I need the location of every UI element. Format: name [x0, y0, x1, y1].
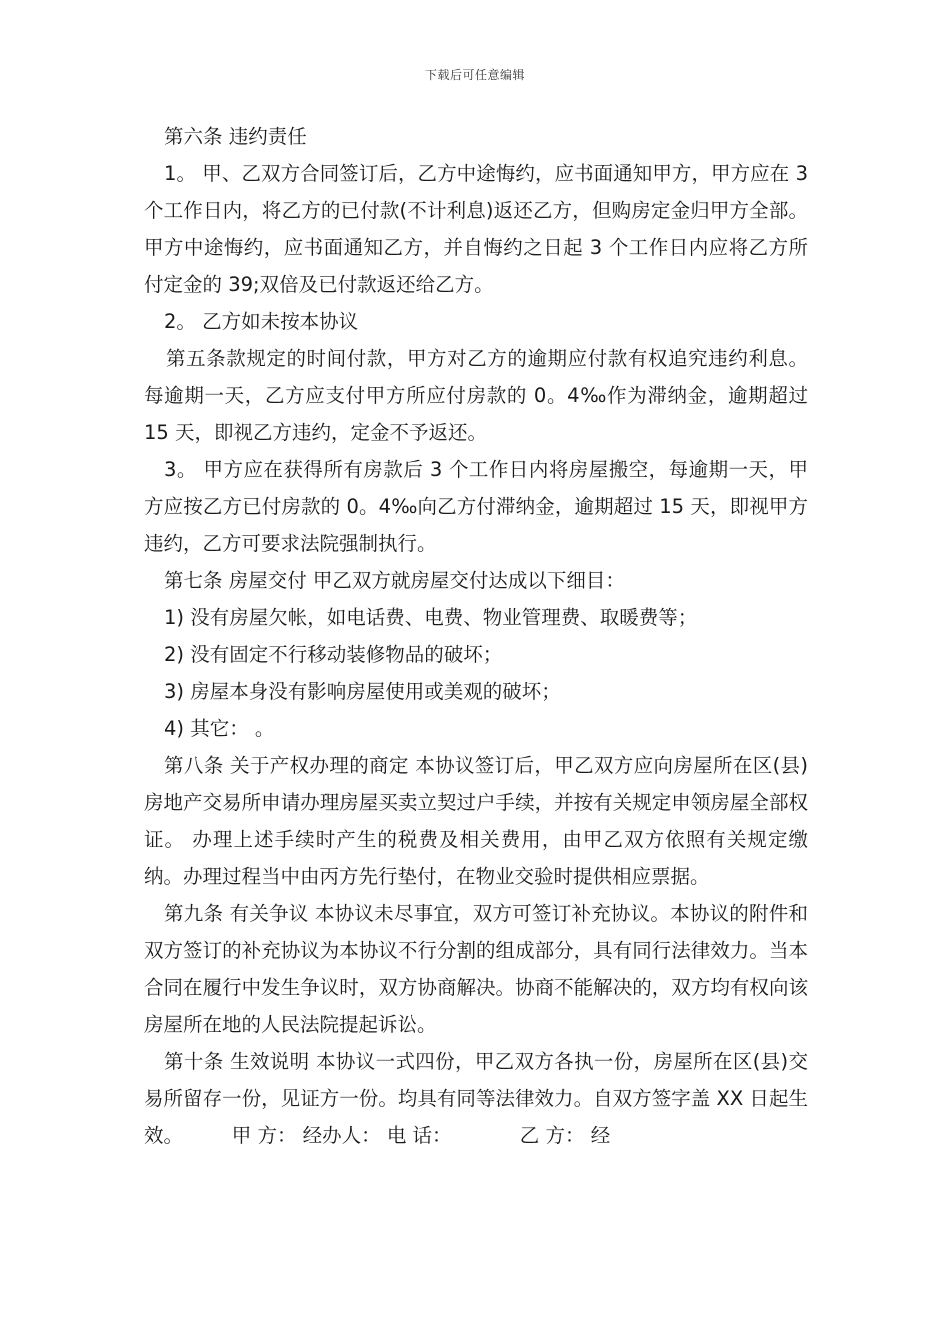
article-7-item-2: 2) 没有固定不行移动装修物品的破坏；: [164, 643, 503, 666]
article-6-clause-2: 2。 乙方如未按本协议: [164, 310, 359, 333]
article-7-item-1: 1) 没有房屋欠帐，如电话费、电费、物业管理费、取暖费等；: [164, 606, 698, 629]
article-6-clause-2-cont: 第五条款规定的时间付款，甲方对乙方的逾期应付款有权追究违约利息。每逾期一天，乙方应支付甲方所应付房款的 0。4‰作为滞纳金，逾期超过 15 天，即视乙方违约，定金不予返还。: [144, 347, 808, 444]
article-10: 第十条 生效说明 本协议一式四份，甲乙双方各执一份，房屋所在区(县)交易所留存一份，见证方一份。均具有同等法律效力。自双方签字盖 XX 日起生效。 甲 方： 经办人： 电 话： 乙 方： 经: [144, 1050, 808, 1147]
article-6-clause-3: 3。 甲方应在获得所有房款后 3 个工作日内将房屋搬空，每逾期一天，甲方应按乙方已付房款的 0。4‰向乙方付滞纳金，逾期超过 15 天，即视甲方违约，乙方可要求法院强制执行。: [144, 458, 808, 555]
article-9: 第九条 有关争议 本协议未尽事宜，双方可签订补充协议。本协议的附件和双方签订的补充协议为本协议不行分割的组成部分，具有同行法律效力。当本合同在履行中发生争议时，双方协商解决。协商不能解决的，双方均有权向该房屋所在地的人民法院提起诉讼。: [144, 902, 808, 1036]
article-6-heading: 第六条 违约责任: [164, 125, 307, 148]
article-8: 第八条 关于产权办理的商定 本协议签订后，甲乙双方应向房屋所在区(县)房地产交易所申请办理房屋买卖立契过户手续，并按有关规定申领房屋全部权证。 办理上述手续时产生的税费及相关费用，由甲乙双方依照有关规定缴纳。办理过程当中由丙方先行垫付，在物业交验时提供相应票据。: [144, 754, 808, 888]
article-7-item-4: 4) 其它： 。: [164, 717, 275, 740]
article-6-clause-1: 1。 甲、乙双方合同签订后，乙方中途悔约，应书面通知甲方，甲方应在 3 个工作日内，将乙方的已付款(不计利息)返还乙方，但购房定金归甲方全部。甲方中途悔约，应书面通知乙方，并自悔约之日起 3 个工作日内应将乙方所付定金的 39;双倍及已付款返还给乙方。: [144, 162, 808, 296]
page-header-note: 下载后可任意编辑: [424, 68, 525, 82]
article-7-item-3: 3) 房屋本身没有影响房屋使用或美观的破坏；: [164, 680, 561, 703]
document-body: [144, 118, 808, 1154]
article-7-heading: 第七条 房屋交付 甲乙双方就房屋交付达成以下细目：: [164, 569, 625, 592]
